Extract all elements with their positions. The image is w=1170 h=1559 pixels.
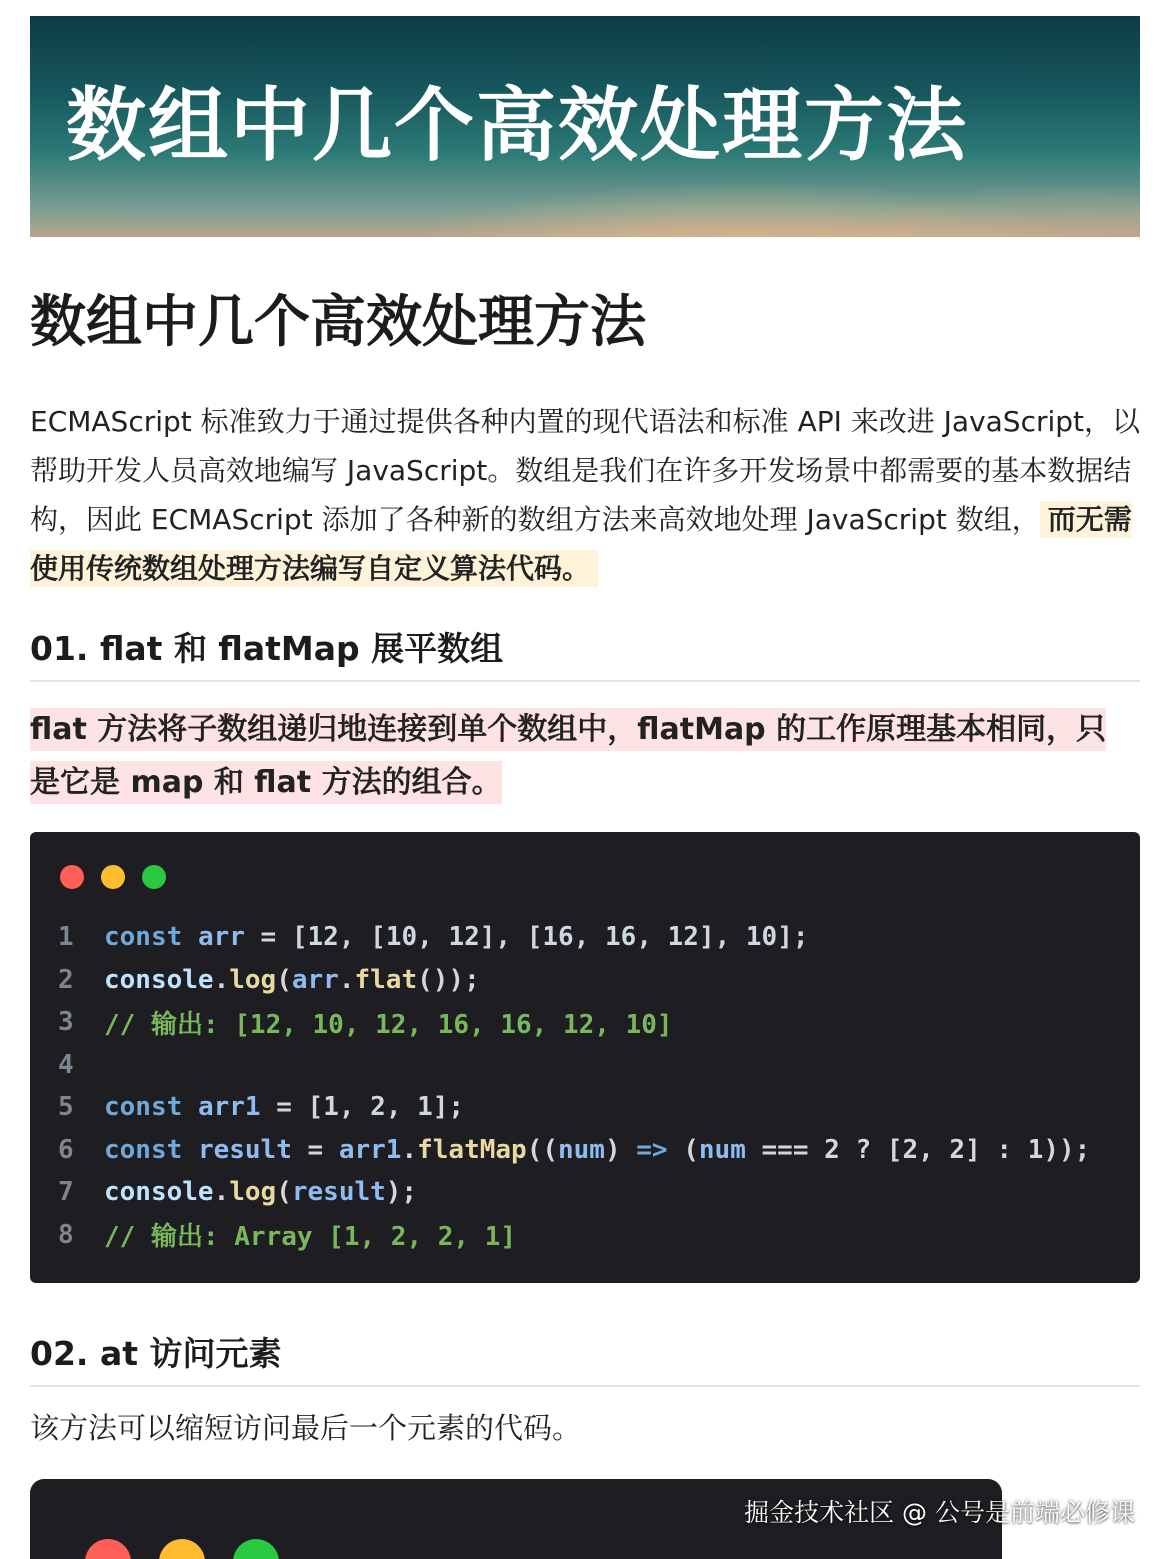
code-line [58,1086,1090,1129]
code-token: num [698,1134,746,1165]
line-number: 6 [58,1134,74,1165]
minimize-dot-icon [101,865,125,889]
code-token: , [338,1092,371,1123]
code-token: 16 [542,922,574,953]
code-token: = [ [260,1092,324,1123]
code-token: arr [197,922,245,953]
code-token: result [197,1134,292,1165]
code-token: . [401,1134,418,1165]
code-token: ], [698,922,746,953]
window-controls [85,1539,307,1559]
line-number: 8 [58,1219,74,1250]
code-token: 12 [307,922,339,953]
intro-paragraph [30,397,1145,593]
code-line [58,959,1090,1002]
code-token: ], [ [479,922,543,953]
code-token: . [213,1177,230,1208]
code-token: === [745,1134,825,1165]
code-token: console [104,1177,214,1208]
code-token: ]; [432,1092,465,1123]
code-token: , [ [338,922,386,953]
code-token: = [ [244,922,308,953]
code-token: ( [667,1134,699,1165]
code-token: 10 [385,922,418,953]
line-number: 1 [58,922,74,953]
code-token: ); [385,1177,418,1208]
code-token [182,922,198,952]
code-line [58,1214,1090,1257]
code-token: arr1 [197,1092,261,1123]
code-token: ] : [965,1134,1028,1165]
code-token: console [104,964,214,995]
page-title: 数组中几个高效处理方法 [30,290,646,355]
line-number: 2 [58,964,74,995]
code-token: , [573,922,605,953]
code-token: arr1 [338,1134,402,1165]
close-dot-icon [85,1539,131,1559]
code-token: . [338,964,355,995]
code-token: (( [526,1134,558,1165]
section-lead-flat [30,703,1110,809]
banner-title: 数组中几个高效处理方法 [66,79,968,172]
code-token: , [385,1092,418,1123]
line-number: 4 [58,1049,74,1080]
code-token: 12 [667,922,699,953]
code-token: , [417,922,449,953]
code-token: const [104,1134,183,1165]
code-token: , [918,1134,950,1165]
code-token: => [636,1134,668,1165]
code-line [58,1044,1090,1087]
code-token: . [213,964,230,995]
code-token: arr [291,964,339,995]
code-token: const [104,1092,183,1123]
code-token: // 输出: [12, 10, 12, 16, 16, 12, 10] [104,1009,673,1040]
code-token: result [291,1177,386,1208]
code-token: ? [ [839,1134,903,1165]
minimize-dot-icon [159,1539,205,1559]
maximize-dot-icon [233,1539,279,1559]
code-token: ()); [417,964,480,995]
code-token: ]; [777,922,809,953]
watermark: 掘金技术社区 @ 公号是前端必修课 [744,1498,1135,1527]
code-token [182,1092,198,1122]
header-banner [30,16,1140,237]
section-paragraph-at: 该方法可以缩短访问最后一个元素的代码。 [30,1411,582,1445]
code-token: )); [1043,1134,1091,1165]
code-token: ( [276,964,292,995]
code-token: 1 [1027,1134,1044,1165]
line-number: 3 [58,1007,74,1038]
intro-text: ECMAScript 标准致力于通过提供各种内置的现代语法和标准 API 来改进 JavaScript，以帮助开发人员高效地编写 JavaScript。数组是我们在许多开发场景中都需要的基本数据结构，因此 ECMAScript 添加了各种新的数组方法来高效地处理 JavaScript 数组， [30,405,1141,536]
intro-highlight: 而无需使用传统数组处理方法编写自定义算法代码。 [30,503,1132,585]
close-dot-icon [60,865,84,889]
code-token: , [636,922,668,953]
lead-highlight: flat 方法将子数组递归地连接到单个数组中，flatMap 的工作原理基本相同，只是它是 map 和 flat 方法的组合。 [30,708,1106,804]
code-token: log [229,964,277,995]
line-number: 7 [58,1177,74,1208]
code-token: 12 [448,922,480,953]
code-token: 2 [902,1134,919,1165]
code-token: 16 [605,922,637,953]
code-token: 1 [417,1092,433,1123]
code-lines [58,916,1090,1256]
section-heading-at: 02. at 访问元素 [30,1335,1140,1387]
code-token: num [558,1134,605,1165]
code-token: flatMap [417,1134,527,1165]
code-token: 10 [745,922,778,953]
line-number: 5 [58,1092,74,1123]
code-token: = [291,1134,339,1165]
code-block-flat [30,832,1140,1283]
code-token: ( [276,1177,292,1208]
code-line [58,1129,1090,1172]
code-token: flat [354,964,418,995]
code-line [58,1171,1090,1214]
code-token: ) [604,1134,637,1165]
code-token: 2 [370,1092,386,1123]
code-line [58,916,1090,959]
code-line [58,1001,1090,1044]
maximize-dot-icon [142,865,166,889]
code-token: log [229,1177,277,1208]
section-heading-flat: 01. flat 和 flatMap 展平数组 [30,630,1140,682]
code-token: // 输出: Array [1, 2, 2, 1] [104,1222,517,1253]
window-controls [60,865,183,889]
code-token [182,1135,198,1165]
code-token: 1 [323,1092,339,1123]
code-token: 2 [949,1134,966,1165]
code-token: 2 [824,1134,840,1165]
code-token: const [104,922,183,953]
